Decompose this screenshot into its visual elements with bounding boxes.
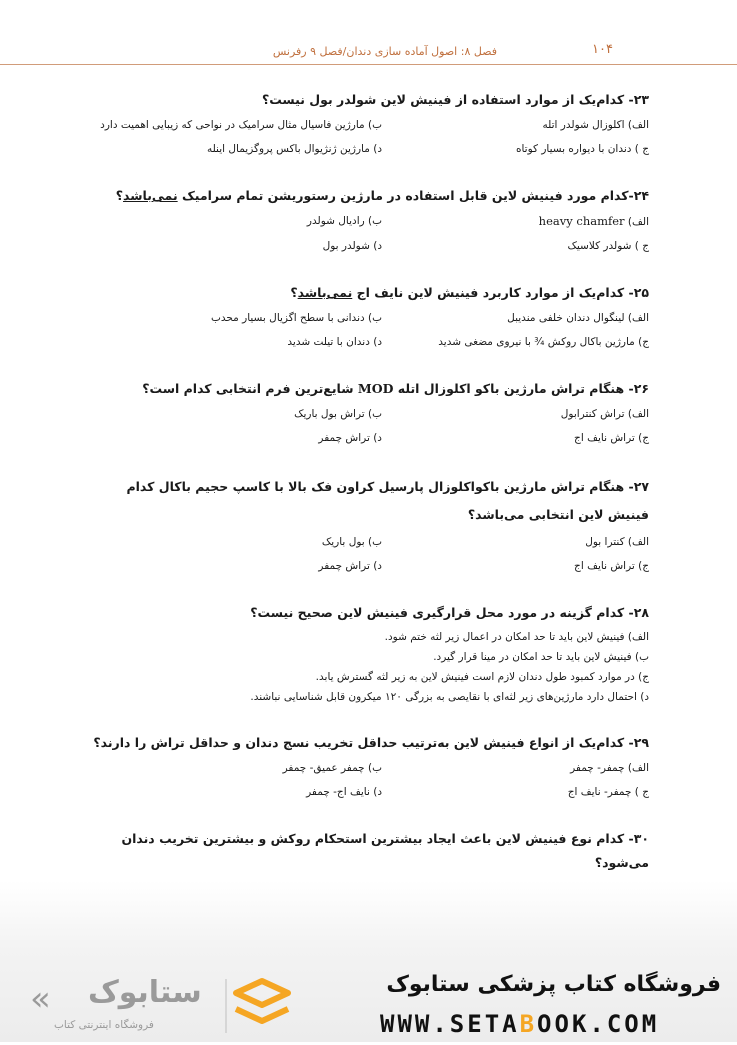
page-number: ۱۰۴: [592, 42, 613, 57]
question-list: [0, 88, 737, 923]
question-emphasis: نمی‌باشد: [123, 188, 178, 203]
question-23: [0, 88, 737, 160]
store-logo: [24, 975, 304, 1045]
question-text: ۲۹- کدام‌یک از انواع فینیش لاین به‌ترتیب حداقل تخریب نسج دندان و حداقل تراش را دارند؟: [93, 735, 649, 750]
question-end: ؟: [290, 285, 298, 300]
option-a-text: heavy chamfer: [538, 214, 625, 228]
question-text: ۳۰- کدام نوع فینیش لاین باعث ایجاد بیشترین استحکام روکش و بیشترین تخریب دندان می‌شود؟: [121, 831, 649, 870]
page-header: [0, 40, 737, 68]
question-number: ۲۷: [633, 479, 649, 494]
option-d: د) دندان با تیلت شدید: [287, 336, 382, 348]
options: [0, 757, 649, 803]
question-number: ۲۵: [633, 285, 649, 300]
option-a: الف) اکلوزال شولدر اتله: [542, 119, 649, 131]
question-end: شایع‌ترین فرم انتخابی کدام است؟: [142, 381, 358, 396]
book-stack-icon: [224, 975, 294, 1037]
url-part-2: OOK.COM: [537, 1010, 660, 1038]
question-number: ۳۰: [633, 831, 649, 846]
question-24: [0, 184, 737, 257]
url-accent: B: [519, 1010, 538, 1038]
store-name: فروشگاه کتاب پزشکی ستابوک: [386, 972, 721, 997]
question-text: ۲۴-کدام مورد فینیش لاین قابل استفاده در مارژین رستوریشن تمام سرامیک نمی‌باشد؟: [115, 188, 649, 203]
question-body: کدام مورد فینیش لاین قابل استفاده در مارژین رستوریشن تمام سرامیک: [177, 188, 629, 203]
option-a: الف) تراش کنترابول: [560, 408, 649, 420]
question-body: کدام گزینه در مورد محل قرارگیری فینیش لاین صحیح نیست؟: [250, 605, 625, 620]
question-29: [0, 731, 737, 803]
question-text: ۲۵- کدام‌یک از موارد کاربرد فینیش لاین نایف اج نمی‌باشد؟: [290, 285, 649, 300]
question-number: ۲۶: [633, 381, 649, 396]
option-a: [382, 210, 649, 233]
option-b: ب) رادیال شولدر: [306, 215, 382, 227]
question-number: ۲۴: [633, 188, 649, 203]
option-d: د) تراش چمفر: [318, 560, 382, 572]
logo-tagline: فروشگاه اینترنتی کتاب: [54, 1019, 154, 1031]
options: [0, 210, 649, 257]
option-c: ج) تراش نایف اج: [574, 432, 649, 444]
options: [0, 403, 649, 449]
option-b: ب) بول باریک: [321, 536, 382, 548]
store-url: [380, 1010, 659, 1038]
question-27: [0, 473, 737, 577]
option-a: الف) فینیش لاین باید تا حد امکان در اعمال زیر لثه ختم شود.: [384, 631, 649, 643]
question-text: ۲۶- هنگام تراش مارژین باکو اکلوزال اتله MOD شایع‌ترین فرم انتخابی کدام است؟: [142, 381, 649, 396]
options: [0, 627, 649, 707]
question-28: [0, 601, 737, 707]
question-body: کدام‌یک از موارد کاربرد فینیش لاین نایف اج: [352, 285, 625, 300]
options: [0, 531, 649, 577]
option-b: ب) چمفر عمیق- چمفر: [282, 762, 382, 774]
question-body: هنگام تراش مارژین باکو اکلوزال اتله: [393, 381, 625, 396]
option-b: ب) تراش بول باریک: [294, 408, 382, 420]
option-d: د) تراش چمفر: [318, 432, 382, 444]
option-c: ج) تراش نایف اج: [574, 560, 649, 572]
option-c: ج) مارژین باکال روکش ¾ با نیروی مضغی شدید: [438, 336, 649, 348]
question-acronym: MOD: [357, 381, 394, 396]
option-d: د) مارژین ژنژیوال باکس پروگزیمال اینله: [206, 143, 382, 155]
option-b: ب) مارژین فاسیال مثال سرامیک در نواحی که زیبایی اهمیت دارد: [100, 119, 382, 131]
option-a: الف) لینگوال دندان خلفی مندیبل: [507, 312, 649, 324]
option-d: د) نایف اج- چمفر: [306, 786, 382, 798]
question-number: ۲۳: [633, 92, 649, 107]
double-chevron-icon: «: [30, 979, 51, 1019]
header-divider: [0, 64, 737, 65]
option-c: ج) در موارد کمبود طول دندان لازم است فینیش لاین به زیر لثه گسترش یابد.: [315, 671, 649, 683]
option-b: ب) دندانی با سطح اگزیال بسیار محدب: [210, 312, 382, 324]
question-body: کدام‌یک از موارد استفاده از فینیش لاین شولدر بول نیست؟: [261, 92, 625, 107]
option-a: الف) کنترا بول: [585, 536, 649, 548]
options: [0, 114, 649, 160]
question-number: ۲۸: [633, 605, 649, 620]
url-part-1: WWW.SETA: [380, 1010, 520, 1038]
question-26: [0, 377, 737, 449]
question-number: ۲۹: [633, 735, 649, 750]
question-25: [0, 281, 737, 353]
question-emphasis: نمی‌باشد: [297, 285, 353, 300]
store-footer: [0, 880, 737, 1042]
option-a-label: الف): [627, 216, 649, 228]
option-a: الف) چمفر- چمفر: [570, 762, 649, 774]
question-text: ۲۳- کدام‌یک از موارد استفاده از فینیش لاین شولدر بول نیست؟: [261, 92, 649, 107]
option-c: ج ) چمفر- نایف اج: [567, 786, 649, 798]
logo-wordmark: ستابوک: [88, 975, 202, 1010]
question-body: کدام نوع فینیش لاین باعث ایجاد بیشترین استحکام روکش و بیشترین تخریب دندان می‌شود؟: [121, 831, 649, 870]
option-d: د) احتمال دارد مارژین‌های زیر لثه‌ای با نقایصی به بزرگی ۱۲۰ میکرون قابل شناسایی نباشند.: [250, 691, 649, 703]
question-end: ؟: [115, 188, 124, 203]
option-b: ب) فینیش لاین باید تا حد امکان در مینا قرار گیرد.: [433, 651, 649, 663]
question-text: ۲۷- هنگام تراش مارژین باکواکلوزال پارسیل کراون فک بالا با کاسپ حجیم باکال کدام فینیش لاین انتخابی می‌باشد؟: [126, 479, 649, 522]
question-text: ۲۸- کدام گزینه در مورد محل قرارگیری فینیش لاین صحیح نیست؟: [250, 605, 649, 620]
question-body: کدام‌یک از انواع فینیش لاین به‌ترتیب حداقل تخریب نسج دندان و حداقل تراش را دارند؟: [93, 735, 625, 750]
option-d: د) شولدر بول: [322, 240, 382, 252]
option-c: ج ) دندان با دیواره بسیار کوتاه: [515, 143, 649, 155]
chapter-title: فصل ۸: اصول آماده سازی دندان/فصل ۹ رفرنس: [272, 45, 497, 58]
options: [0, 307, 649, 353]
question-body: هنگام تراش مارژین باکواکلوزال پارسیل کراون فک بالا با کاسپ حجیم باکال کدام فینیش لاین انتخابی می‌باشد؟: [126, 479, 649, 522]
option-c: ج ) شولدر کلاسیک: [567, 240, 649, 252]
